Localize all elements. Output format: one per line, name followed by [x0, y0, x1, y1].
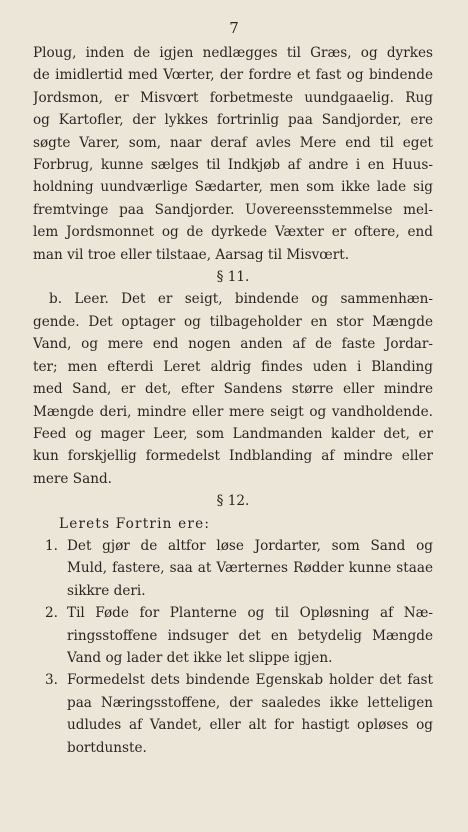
text-line: og Kartofler, der lykkes fortrinlig paa Sandjorder, ere [33, 112, 433, 129]
text-line: Feed og mager Leer, som Landmanden kalder det, er [33, 425, 433, 442]
text-line: de imidlertid med Vœrter, der fordre et fast og bindende [33, 67, 433, 84]
list-item-text [67, 669, 433, 759]
text-line: Til Føde for Planterne og til Opløsning af Næ- [67, 605, 433, 622]
text-line: Formedelst dets bindende Egenskab holder det fast [67, 672, 433, 689]
text-line: Mængde deri, mindre eller mere seigt og vandholdende. [33, 403, 433, 420]
page-number: 7 [229, 19, 239, 37]
text-line: ringsstoffene indsuger det en betydelig Mængde [67, 627, 433, 644]
text-line: Vand, og mere end nogen anden af de faste Jordar- [33, 336, 433, 353]
text-line: kun forskjellig formedelst Indblanding af mindre eller [33, 448, 433, 465]
text-line: mere Sand. [33, 470, 112, 487]
page-body [33, 42, 433, 759]
text-line: bortdunste. [67, 739, 147, 756]
list-item-3 [33, 669, 433, 759]
text-line: man vil troe eller tilstaae, Aarsag til Misvœrt. [33, 246, 350, 263]
text-line: fremtvinge paa Sandjorder. Uovereensstemmelse mel- [33, 201, 433, 218]
list-number: 2. [45, 605, 58, 622]
list-item-1 [33, 535, 433, 602]
list-number: 1. [45, 537, 58, 554]
text-line: med Sand, er det, efter Sandens større eller mindre [33, 381, 433, 398]
list-item-2 [33, 602, 433, 669]
section-heading-11: § 11. [216, 269, 250, 286]
text-line: b. Leer. Det er seigt, bindende og sammenhæn- [49, 291, 433, 308]
text-line: Vand og lader det ikke let slippe igjen. [67, 649, 333, 666]
list-item-text [67, 602, 433, 669]
text-line: ter; men efterdi Leret aldrig findes uden i Blanding [33, 358, 433, 375]
text-line: søgte Varer, som, naar deraf avles Mere end til eget [33, 134, 433, 151]
text-line: Ploug, inden de igjen nedlægges til Græs, og dyrkes [33, 45, 433, 61]
section-heading-12: § 12. [216, 493, 250, 510]
list-item-text [67, 535, 433, 602]
subheading: Lerets Fortrin ere: [59, 515, 211, 532]
list-number: 3. [45, 672, 58, 689]
text-line: Muld, fastere, saa at Værternes Rødder kunne staae [67, 560, 433, 577]
text-line: Forbrug, kunne sælges til Indkjøb af andre i en Huus- [33, 157, 433, 174]
text-line: gende. Det optager og tilbageholder en stor Mængde [33, 313, 433, 330]
text-line: lem Jordsmonnet og de dyrkede Væxter er oftere, end [33, 224, 433, 241]
text-line: sikkre deri. [67, 582, 146, 599]
text-line: paa Næringsstoffene, der saaledes ikke letteligen [67, 694, 433, 711]
text-line: udludes af Vandet, eller alt for hastigt opløses og [67, 717, 433, 734]
paragraph-1 [33, 42, 433, 266]
text-line: holdning uundværlige Sædarter, men som ikke lade sig [33, 179, 433, 196]
paragraph-2 [33, 288, 433, 490]
text-line: Det gjør de altfor løse Jordarter, som Sand og [67, 537, 433, 554]
text-line: Jordsmon, er Misvœrt forbetmeste uundgaaelig. Rug [33, 89, 433, 106]
